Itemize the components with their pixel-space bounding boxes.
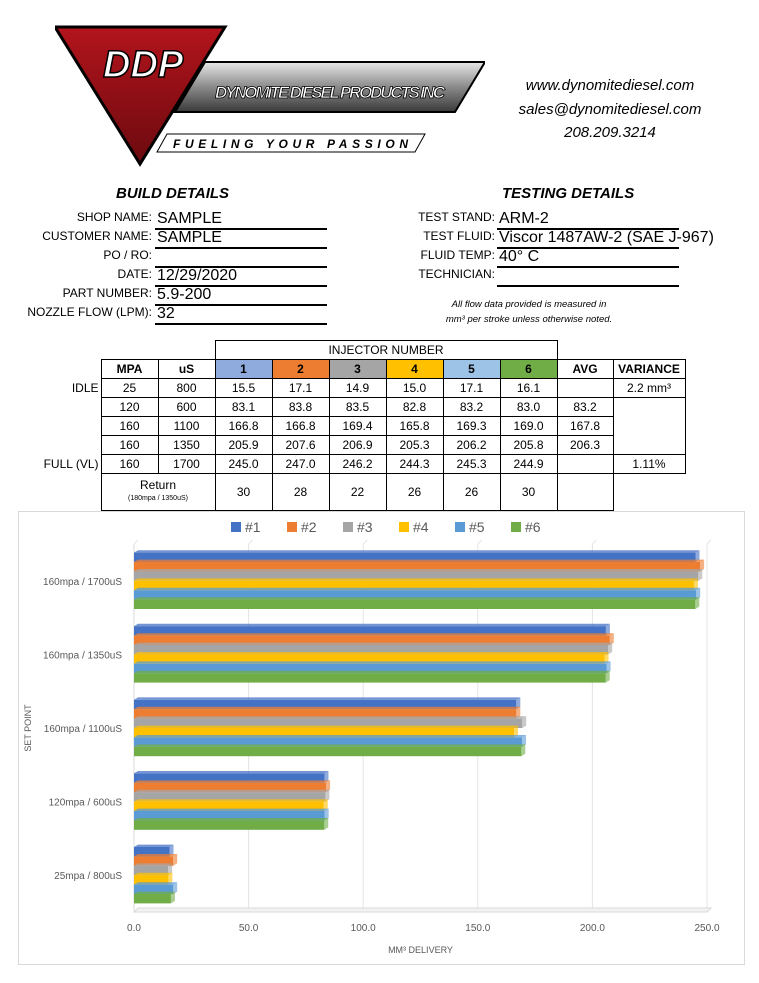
injector-4-header: 4 — [386, 360, 443, 379]
bar-top — [134, 735, 526, 737]
table-row — [40, 455, 685, 474]
return-label: Return — [139, 478, 177, 492]
bar — [134, 747, 521, 756]
x-tick-label: 100.0 — [350, 923, 376, 934]
bar-top — [134, 873, 172, 875]
detail-row — [0, 286, 152, 304]
testing-details-title: TESTING DETAILS — [502, 185, 635, 202]
variance-cell — [613, 436, 685, 455]
return-cell: 30 — [500, 474, 557, 511]
value-cell: 17.1 — [272, 379, 329, 398]
email-link[interactable]: sales@dynomitediesel.com — [518, 100, 702, 118]
detail-row — [0, 210, 152, 228]
x-tick-label: 50.0 — [238, 923, 259, 934]
injector-2-header: 2 — [272, 360, 329, 379]
legend-label: #1 — [245, 519, 261, 535]
detail-row — [0, 305, 152, 323]
legend-label: #3 — [357, 519, 373, 535]
mpa-cell: 160 — [101, 455, 158, 474]
us-cell: 1700 — [158, 455, 215, 474]
value-cell: 207.6 — [272, 436, 329, 455]
avg-cell: 83.2 — [557, 398, 613, 417]
return-sub-label: (180mpa / 1350uS) — [128, 495, 188, 502]
variance-cell: 1.11% — [613, 455, 685, 474]
customer-name-field[interactable]: SAMPLE — [155, 229, 327, 249]
bar-top — [134, 578, 698, 580]
y-axis-title: SET POINT — [23, 704, 33, 752]
value-cell: 166.8 — [272, 417, 329, 436]
legend-swatch — [399, 522, 409, 532]
value-cell: 14.9 — [329, 379, 386, 398]
legend-swatch — [343, 522, 353, 532]
value-cell: 245.3 — [443, 455, 500, 474]
table-row — [40, 398, 685, 417]
x-tick-label: 250.0 — [694, 923, 720, 934]
x-tick-label: 150.0 — [465, 923, 491, 934]
bar — [134, 820, 324, 829]
avg-header: AVG — [557, 360, 613, 379]
bar-top — [134, 854, 177, 856]
logo-tagline: FUELING YOUR PASSION — [173, 137, 408, 151]
legend-swatch — [287, 522, 297, 532]
value-cell: 15.5 — [215, 379, 272, 398]
row-label: IDLE — [71, 381, 99, 395]
flow-note — [425, 297, 633, 327]
bar-top — [134, 716, 526, 718]
avg-cell: 206.3 — [557, 436, 613, 455]
avg-cell: 167.8 — [557, 417, 613, 436]
legend-label: #4 — [413, 519, 429, 535]
value-cell: 206.9 — [329, 436, 386, 455]
bar-top — [134, 560, 704, 562]
mpa-cell: 160 — [101, 436, 158, 455]
detail-row — [380, 210, 495, 228]
bar-top — [134, 818, 328, 820]
detail-label: TEST STAND: — [418, 210, 495, 224]
technician-field[interactable] — [497, 267, 679, 287]
delivery-chart-svg — [19, 512, 744, 964]
injector-table — [40, 340, 686, 511]
bar-top — [134, 863, 172, 865]
value-cell: 16.1 — [500, 379, 557, 398]
bar-top — [134, 569, 702, 571]
detail-label: TEST FLUID: — [423, 229, 495, 243]
x-tick-label: 200.0 — [579, 923, 605, 934]
return-cell: 26 — [386, 474, 443, 511]
category-label: 120mpa / 600uS — [48, 797, 122, 809]
value-cell: 82.8 — [386, 398, 443, 417]
detail-row — [380, 229, 495, 247]
value-cell: 205.9 — [215, 436, 272, 455]
injector-1-header: 1 — [215, 360, 272, 379]
x-tick-label: 0.0 — [127, 923, 141, 934]
part-number-field[interactable]: 5.9-200 — [155, 286, 327, 306]
contact-block — [480, 74, 740, 145]
value-cell: 17.1 — [443, 379, 500, 398]
flow-note-line: mm³ per stroke unless otherwise noted. — [445, 314, 613, 325]
gridline — [707, 540, 711, 544]
detail-label: CUSTOMER NAME: — [42, 229, 152, 243]
mpa-cell: 120 — [101, 398, 158, 417]
return-cell: 28 — [272, 474, 329, 511]
bar-top — [134, 588, 700, 590]
build-details-title: BUILD DETAILS — [116, 185, 230, 202]
legend-label: #6 — [525, 519, 541, 535]
x-axis-title: MM³ DELIVERY — [388, 945, 453, 955]
detail-row — [380, 267, 495, 285]
value-cell: 245.0 — [215, 455, 272, 474]
return-cell: 30 — [215, 474, 272, 511]
bar-top — [134, 597, 699, 599]
injector-3-header: 3 — [329, 360, 386, 379]
gridline — [249, 540, 253, 544]
test-stand-field[interactable]: ARM-2 — [497, 210, 679, 230]
value-cell: 166.8 — [215, 417, 272, 436]
bar-top — [134, 892, 175, 894]
table-row — [40, 379, 685, 398]
po-ro-field[interactable] — [155, 248, 327, 268]
shop-name-field[interactable]: SAMPLE — [155, 210, 327, 230]
company-logo — [55, 22, 485, 167]
value-cell: 165.8 — [386, 417, 443, 436]
table-row — [40, 436, 685, 455]
bar-top — [134, 809, 329, 811]
row-label — [40, 417, 101, 436]
bar-top — [134, 799, 328, 801]
legend-label: #2 — [301, 519, 317, 535]
detail-label: PART NUMBER: — [62, 286, 152, 300]
chart-floor — [134, 908, 711, 912]
return-avg-cell — [557, 474, 613, 511]
bar-top — [134, 671, 610, 673]
us-cell: 800 — [158, 379, 215, 398]
nozzle-flow-field[interactable]: 32 — [155, 305, 327, 325]
delivery-chart — [18, 511, 745, 965]
website-link[interactable]: www.dynomitediesel.com — [525, 77, 695, 94]
category-label: 160mpa / 1100uS — [43, 724, 122, 735]
return-cell: 22 — [329, 474, 386, 511]
variance-cell — [613, 417, 685, 436]
bar-top — [134, 790, 329, 792]
bar-top — [134, 845, 174, 847]
variance-cell — [613, 398, 685, 417]
variance-cell: 2.2 mm³ — [613, 379, 685, 398]
value-cell: 206.2 — [443, 436, 500, 455]
value-cell: 83.5 — [329, 398, 386, 417]
bar-top — [134, 624, 610, 626]
bar-top — [134, 633, 614, 635]
bar — [134, 894, 171, 903]
legend-swatch — [455, 522, 465, 532]
phone-number: 208.209.3214 — [564, 124, 656, 141]
category-label: 160mpa / 1700uS — [43, 576, 122, 588]
row-label: FULL (VL) — [43, 457, 99, 471]
injector-5-header: 5 — [443, 360, 500, 379]
row-label — [40, 436, 101, 455]
value-cell: 205.3 — [386, 436, 443, 455]
flow-note-line: All flow data provided is measured in — [451, 299, 607, 310]
us-cell: 1100 — [158, 417, 215, 436]
bar-top — [134, 771, 328, 773]
us-header: uS — [158, 360, 215, 379]
logo-letters: DDP — [103, 44, 184, 86]
value-cell: 169.3 — [443, 417, 500, 436]
value-cell: 83.0 — [500, 398, 557, 417]
test-fluid-field[interactable]: Viscor 1487AW-2 (SAE J-967) — [497, 229, 679, 249]
injector-6-header: 6 — [500, 360, 557, 379]
bar-top — [134, 652, 609, 654]
detail-label: FLUID TEMP: — [420, 248, 495, 262]
avg-cell — [557, 379, 613, 398]
detail-label: NOZZLE FLOW (LPM): — [27, 305, 152, 319]
detail-row — [380, 248, 495, 266]
variance-header: VARIANCE — [613, 360, 685, 379]
category-label: 25mpa / 800uS — [54, 871, 122, 883]
value-cell: 15.0 — [386, 379, 443, 398]
detail-label: DATE: — [117, 267, 152, 281]
value-cell: 244.9 — [500, 455, 557, 474]
bar-top — [134, 707, 520, 709]
value-cell: 205.8 — [500, 436, 557, 455]
bar-top — [134, 882, 177, 884]
value-cell: 83.8 — [272, 398, 329, 417]
us-cell: 1350 — [158, 436, 215, 455]
return-cell: 26 — [443, 474, 500, 511]
gridline — [478, 540, 482, 544]
detail-label: SHOP NAME: — [76, 210, 152, 224]
bar-top — [134, 550, 700, 552]
us-cell: 600 — [158, 398, 215, 417]
value-cell: 83.1 — [215, 398, 272, 417]
detail-label: PO / RO: — [103, 248, 152, 262]
table-row — [40, 417, 685, 436]
legend-swatch — [511, 522, 521, 532]
return-row — [40, 474, 685, 511]
bar — [134, 600, 695, 609]
gridline — [592, 540, 596, 544]
bar-top — [134, 744, 525, 746]
category-label: 160mpa / 1350uS — [43, 650, 122, 662]
fluid-temp-field[interactable]: 40° C — [497, 248, 679, 268]
legend-swatch — [231, 522, 241, 532]
logo-company: DYNOMITE DIESEL PRODUCTS INC — [215, 83, 445, 102]
detail-row — [0, 267, 152, 285]
detail-row — [0, 229, 152, 247]
gridline — [363, 540, 367, 544]
value-cell: 244.3 — [386, 455, 443, 474]
bar-top — [134, 643, 612, 645]
detail-label: TECHNICIAN: — [418, 267, 495, 281]
injector-number-header: INJECTOR NUMBER — [215, 341, 557, 360]
bar-top — [134, 780, 330, 782]
detail-row — [0, 248, 152, 266]
return-label-cell — [101, 474, 215, 511]
value-cell: 83.2 — [443, 398, 500, 417]
avg-cell — [557, 455, 613, 474]
value-cell: 169.4 — [329, 417, 386, 436]
gridline — [134, 540, 138, 544]
value-cell: 247.0 — [272, 455, 329, 474]
bar-top — [134, 726, 518, 728]
legend-label: #5 — [469, 519, 485, 535]
mpa-cell: 160 — [101, 417, 158, 436]
bar-top — [134, 661, 611, 663]
mpa-cell: 25 — [101, 379, 158, 398]
value-cell: 246.2 — [329, 455, 386, 474]
row-label — [40, 398, 101, 417]
bar — [134, 673, 606, 682]
mpa-header: MPA — [101, 360, 158, 379]
date-field[interactable]: 12/29/2020 — [155, 267, 327, 287]
bar-top — [134, 697, 520, 699]
value-cell: 169.0 — [500, 417, 557, 436]
